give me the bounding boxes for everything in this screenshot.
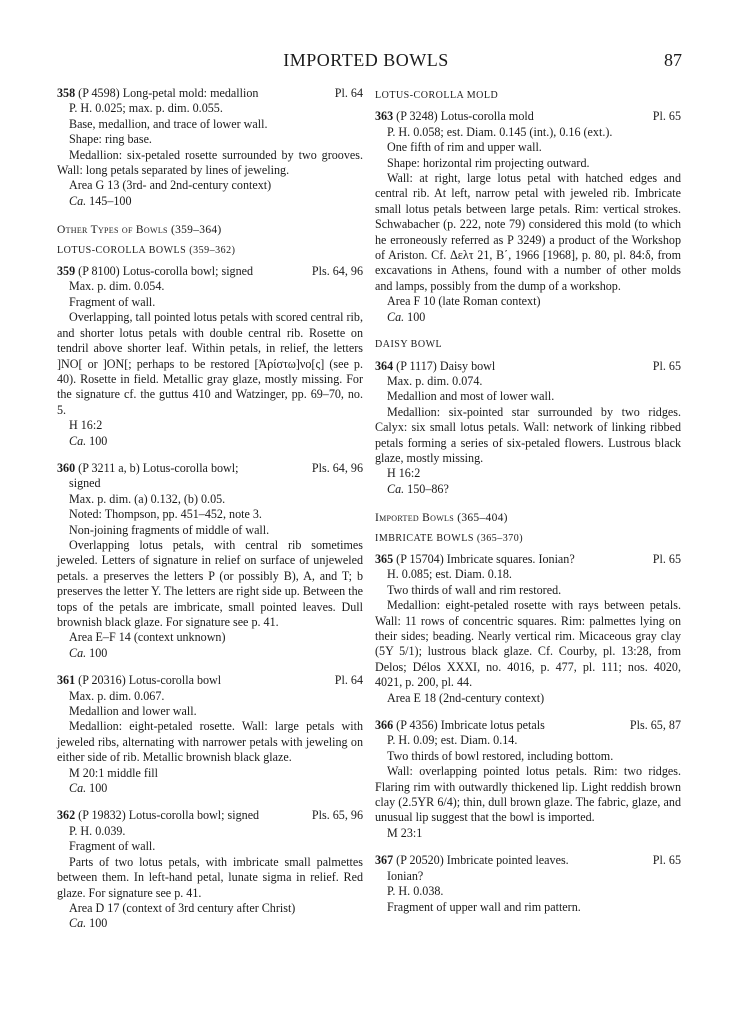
plate-reference: Pls. 65, 87 bbox=[629, 718, 681, 733]
section-title: Imported Bowls bbox=[375, 512, 454, 525]
entry-title-continued: signed bbox=[69, 476, 101, 491]
date-value: 100 bbox=[407, 309, 426, 324]
plate-reference: Pl. 65 bbox=[652, 358, 681, 373]
subsection-range: (365–370) bbox=[476, 532, 524, 544]
entry-number: 360 bbox=[57, 460, 76, 475]
left-column bbox=[57, 86, 363, 944]
entry-description: Medallion: six-petaled rosette surrounded by two grooves. Wall: long petals separated by lines of jeweling. bbox=[57, 147, 363, 178]
entry-deposit: M 20:1 middle fill bbox=[69, 765, 159, 780]
entry-heading bbox=[57, 808, 363, 823]
entry-date bbox=[57, 434, 363, 449]
circa-label: Ca. bbox=[69, 645, 87, 660]
entry-dimensions: P. H. 0.038. bbox=[387, 884, 444, 899]
entry-title: (P 20520) Imbricate pointed leaves. bbox=[396, 853, 569, 868]
circa-label: Ca. bbox=[69, 781, 87, 796]
entry-context: Area E–F 14 (context unknown) bbox=[69, 630, 226, 645]
entry-heading bbox=[375, 718, 681, 733]
subsection-title: DAISY BOWL bbox=[375, 339, 443, 351]
entry-heading bbox=[375, 109, 681, 124]
catalog-entry-365 bbox=[375, 552, 681, 706]
entry-title-continued: Ionian? bbox=[387, 868, 424, 883]
entry-preservation: One fifth of rim and upper wall. bbox=[387, 140, 542, 155]
entry-heading bbox=[57, 86, 363, 101]
date-value: 100 bbox=[89, 781, 108, 796]
entry-dimensions: Max. p. dim. 0.074. bbox=[387, 373, 483, 388]
entry-dimensions: H. 0.085; est. Diam. 0.18. bbox=[387, 567, 512, 582]
circa-label: Ca. bbox=[387, 309, 405, 324]
entry-title: (P 4356) Imbricate lotus petals bbox=[396, 718, 545, 733]
entry-date bbox=[57, 646, 363, 661]
entry-description: Overlapping, tall pointed lotus petals with scored central rib, and shorter lotus petals with double central rib. Rosette on tendril above shorter leaf. Within petals, in relief, the letters ]NO[ or ]ON[; perhaps to be restored [Ἀρίστω]νο[ς] (see p. 40). Rosette in field. Metallic gray glaze, mostly missing. For the signature cf. the guttus 410 and Watzinger, pp. 69–70, no. 5. bbox=[57, 310, 363, 417]
entry-heading bbox=[57, 673, 363, 688]
circa-label: Ca. bbox=[69, 193, 87, 208]
entry-dimensions: Max. p. dim. 0.054. bbox=[69, 279, 165, 294]
entry-preservation: Fragment of upper wall and rim pattern. bbox=[387, 899, 581, 914]
entry-context: Area F 10 (late Roman context) bbox=[387, 294, 541, 309]
entry-date bbox=[57, 916, 363, 931]
section-range: (365–404) bbox=[457, 512, 508, 525]
catalog-entry-361 bbox=[57, 673, 363, 796]
catalog-entry-358 bbox=[57, 86, 363, 209]
circa-label: Ca. bbox=[69, 433, 87, 448]
circa-label: Ca. bbox=[387, 481, 405, 496]
catalog-entry-367 bbox=[375, 853, 681, 915]
plate-reference: Pl. 65 bbox=[652, 853, 681, 868]
entry-number: 367 bbox=[375, 853, 394, 868]
entry-number: 363 bbox=[375, 109, 394, 124]
entry-dimensions: P. H. 0.039. bbox=[69, 823, 126, 838]
entry-preservation: Base, medallion, and trace of lower wall. bbox=[69, 116, 268, 131]
entry-bibliography: Noted: Thompson, pp. 451–452, note 3. bbox=[69, 507, 262, 522]
catalog-entry-366 bbox=[375, 718, 681, 841]
entry-title: (P 19832) Lotus-corolla bowl; signed bbox=[78, 808, 260, 823]
circa-label: Ca. bbox=[69, 916, 87, 931]
entry-dimensions: P. H. 0.09; est. Diam. 0.14. bbox=[387, 733, 518, 748]
date-value: 150–86? bbox=[407, 481, 449, 496]
right-column bbox=[375, 86, 681, 927]
entry-title: (P 3211 a, b) Lotus-corolla bowl; bbox=[78, 460, 239, 475]
subsection-heading bbox=[375, 531, 681, 546]
subsection-title: LOTUS-COROLLA MOLD bbox=[375, 90, 499, 101]
entry-preservation: Two thirds of bowl restored, including bottom. bbox=[387, 748, 614, 763]
entry-context: Area G 13 (3rd- and 2nd-century context) bbox=[69, 178, 272, 193]
entry-number: 359 bbox=[57, 264, 76, 279]
entry-dimensions: Max. p. dim. (a) 0.132, (b) 0.05. bbox=[69, 491, 226, 506]
entry-description: Parts of two lotus petals, with imbricate small palmettes between them. In left-hand petal, lunate sigma in relief. Red glaze. For signature see p. 41. bbox=[57, 854, 363, 900]
entry-dimensions: Max. p. dim. 0.067. bbox=[69, 688, 165, 703]
entry-preservation: Fragment of wall. bbox=[69, 294, 156, 309]
entry-deposit: H 16:2 bbox=[387, 466, 421, 481]
entry-heading bbox=[375, 359, 681, 374]
date-value: 145–100 bbox=[89, 193, 132, 208]
entry-context: Area D 17 (context of 3rd century after Christ) bbox=[69, 900, 296, 915]
section-title: Other Types of Bowls bbox=[57, 224, 168, 237]
subsection-range: (359–362) bbox=[189, 244, 236, 256]
entry-title: (P 15704) Imbricate squares. Ionian? bbox=[396, 551, 575, 566]
entry-deposit: H 16:2 bbox=[69, 418, 103, 433]
subsection-heading bbox=[57, 243, 363, 258]
plate-reference: Pl. 65 bbox=[652, 109, 681, 124]
plate-reference: Pls. 64, 96 bbox=[311, 264, 363, 279]
entry-preservation: Two thirds of wall and rim restored. bbox=[387, 582, 562, 597]
entry-context: Area E 18 (2nd-century context) bbox=[387, 690, 545, 705]
entry-description: Wall: overlapping pointed lotus petals. Rim: two ridges. Flaring rim with outwardly thickened lip. Light reddish brown clay (2.5YR 6/4); thin, dull brown glaze. The fabric, glaze, and unusual lip suggest that the bowl is imported. bbox=[375, 764, 681, 825]
section-range: (359–364) bbox=[170, 224, 222, 237]
entry-title: (P 8100) Lotus-corolla bowl; signed bbox=[78, 264, 254, 279]
entry-date bbox=[375, 482, 681, 497]
entry-description: Medallion: six-pointed star surrounded by two ridges. Calyx: six small lotus petals. Wall: network of linking ribbed petals forming a series of six-petaled flowers. Lustrous black glaze, mostly missing. bbox=[375, 404, 681, 465]
entry-preservation: Fragment of wall. bbox=[69, 839, 156, 854]
entry-dimensions: P. H. 0.025; max. p. dim. 0.055. bbox=[69, 101, 223, 116]
entry-date bbox=[375, 310, 681, 325]
entry-number: 362 bbox=[57, 808, 76, 823]
catalog-entry-360 bbox=[57, 461, 363, 661]
running-head bbox=[50, 50, 682, 72]
entry-preservation: Non-joining fragments of middle of wall. bbox=[69, 522, 270, 537]
entry-deposit: M 23:1 bbox=[387, 825, 423, 840]
entry-number: 365 bbox=[375, 551, 394, 566]
plate-reference: Pls. 64, 96 bbox=[311, 460, 363, 475]
catalog-entry-363 bbox=[375, 109, 681, 325]
entry-title: (P 1117) Daisy bowl bbox=[396, 358, 496, 373]
subsection-heading bbox=[375, 88, 681, 103]
catalog-entry-364 bbox=[375, 359, 681, 498]
page-title: IMPORTED BOWLS bbox=[283, 50, 449, 70]
entry-description: Wall: at right, large lotus petal with hatched edges and central rib. At left, narrow petal with jeweled rib. Imbricate small lotus petals between large petals. Rim: vertical strokes. Schwabacher (p. 222, note 79) considered this mold (to which he erroneously referred as P 3249) a product of the Workshop of Ariston. Cf. Δελτ 21, Β΄, 1966 [1968], p. 80, pl. 84:δ, from excavations in Athens, found with a number of other molds and lamps, possibly from the dump of a workshop. bbox=[375, 171, 681, 293]
entry-description: Medallion: eight-petaled rosette with rays between petals. Wall: 11 rows of concentric squares. Rim: palmettes lying on their sides; beading. Nearly vertical rim. Micaceous gray clay (5Y 5/1); lustrous black glaze. Cf. Courby, pl. 13:28, from Delos; Délos XXXI, no. 4016, p. 477, pl. 111; nos. 4020, 4021, p. 200, pl. 44. bbox=[375, 598, 681, 690]
plate-reference: Pl. 65 bbox=[652, 551, 681, 566]
entry-heading bbox=[375, 853, 681, 868]
entry-heading bbox=[375, 552, 681, 567]
section-heading bbox=[57, 223, 363, 238]
catalog-entry-359 bbox=[57, 264, 363, 449]
entry-title: (P 4598) Long-petal mold: medallion bbox=[78, 86, 259, 100]
date-value: 100 bbox=[89, 916, 108, 931]
entry-shape: Shape: horizontal rim projecting outward. bbox=[387, 155, 590, 170]
entry-shape: Shape: ring base. bbox=[69, 132, 152, 147]
entry-date bbox=[57, 781, 363, 796]
entry-number: 358 bbox=[57, 86, 76, 100]
entry-number: 364 bbox=[375, 358, 394, 373]
entry-title: (P 20316) Lotus-corolla bowl bbox=[78, 673, 222, 688]
page-number: 87 bbox=[664, 50, 682, 70]
subsection-title: IMBRICATE BOWLS bbox=[375, 532, 474, 544]
entry-title: (P 3248) Lotus-corolla mold bbox=[396, 109, 534, 124]
plate-reference: Pl. 64 bbox=[334, 673, 363, 688]
entry-number: 361 bbox=[57, 673, 76, 688]
plate-reference: Pls. 65, 96 bbox=[311, 808, 363, 823]
entry-description: Medallion: eight-petaled rosette. Wall: large petals with jeweled ribs, alternating with narrower petals with jeweling on either side of rib. Metallic brownish black glaze. bbox=[57, 719, 363, 765]
date-value: 100 bbox=[89, 433, 108, 448]
entry-date bbox=[57, 194, 363, 209]
subsection-heading bbox=[375, 337, 681, 352]
section-heading bbox=[375, 511, 681, 526]
entry-preservation: Medallion and lower wall. bbox=[69, 704, 197, 719]
entry-preservation: Medallion and most of lower wall. bbox=[387, 389, 555, 404]
plate-reference: Pl. 64 bbox=[334, 86, 363, 100]
subsection-title: LOTUS-COROLLA BOWLS bbox=[57, 244, 187, 256]
entry-dimensions: P. H. 0.058; est. Diam. 0.145 (int.), 0.16 (ext.). bbox=[387, 124, 613, 139]
date-value: 100 bbox=[89, 645, 108, 660]
entry-number: 366 bbox=[375, 718, 394, 733]
catalog-entry-362 bbox=[57, 808, 363, 931]
entry-heading bbox=[57, 461, 363, 476]
entry-description: Overlapping lotus petals, with central rib sometimes jeweled. Letters of signature in relief on surface of unjeweled petals. a preserves the letters P (or possibly B), A, and T; b preserves the letter Y. The letters are right side up. Between the tops of the petals are imbricate, small pointed leaves. Dull brownish black glaze. For signature see p. 41. bbox=[57, 537, 363, 629]
entry-heading bbox=[57, 264, 363, 279]
